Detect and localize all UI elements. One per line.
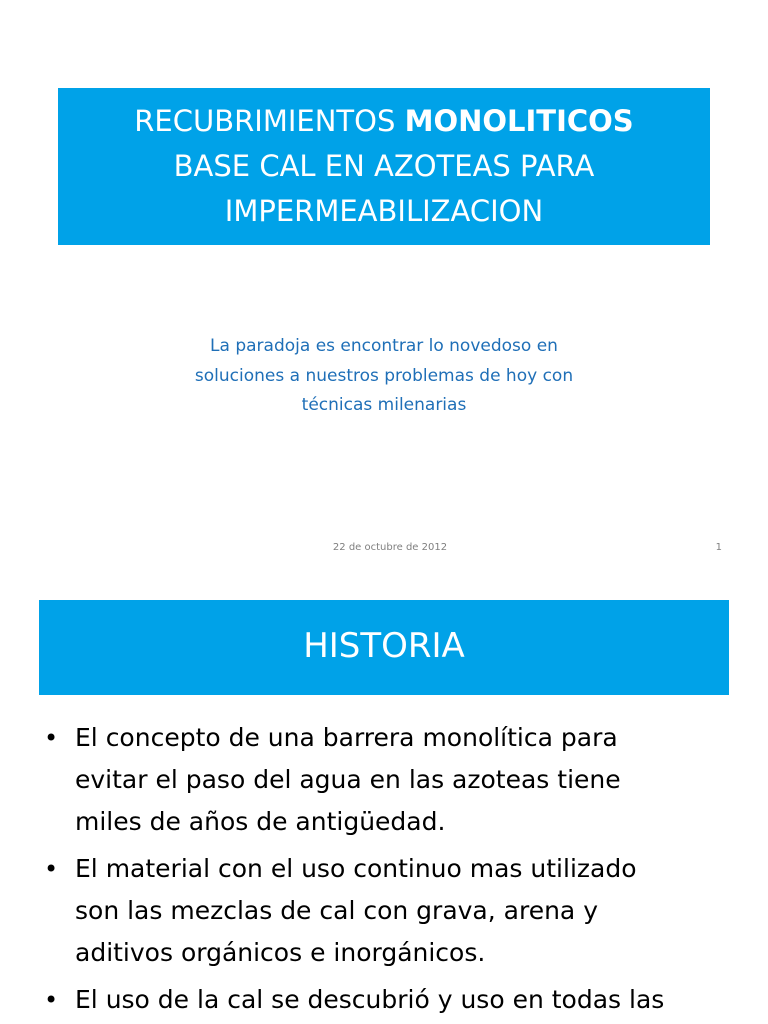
title-text-regular: RECUBRIMIENTOS [134,104,405,138]
title-line-1 [134,99,633,144]
bullet-icon: • [44,986,59,1014]
bullet-line: aditivos orgánicos e inorgánicos. [75,938,486,967]
title-box [58,88,710,245]
bullet-text [75,717,735,843]
footer-date: 22 de octubre de 2012 [332,542,448,553]
bullet-icon: • [44,724,59,752]
subtitle-line: soluciones a nuestros problemas de hoy con [194,365,574,386]
slide-heading: HISTORIA [303,625,465,666]
bullet-line: son las mezclas de cal con grava, arena y [75,896,598,925]
bullet-item [44,848,744,974]
page-number: 1 [715,542,722,553]
heading-box [39,600,729,695]
bullet-text [75,848,735,974]
bullet-line: El concepto de una barrera monolítica para [75,723,618,752]
bullet-line: El material con el uso continuo mas utilizado [75,854,637,883]
bullet-item [44,717,744,843]
bullet-text [75,979,735,1021]
bullet-icon: • [44,855,59,883]
bullet-line: miles de años de antigüedad. [75,807,446,836]
title-text-bold: MONOLITICOS [404,104,634,138]
bullet-line: evitar el paso del agua en las azoteas tiene [75,765,621,794]
slide-2 [0,576,768,1024]
title-line-2: BASE CAL EN AZOTEAS PARA [173,149,595,183]
subtitle-line: La paradoja es encontrar lo novedoso en [210,336,558,356]
bullet-line: El uso de la cal se descubrió y uso en todas las [75,985,665,1014]
bullet-item [44,979,744,1021]
title-line-3: IMPERMEABILIZACION [224,194,544,228]
subtitle [120,332,648,421]
subtitle-line: técnicas milenarias [301,395,467,415]
bullet-list [44,717,744,1024]
